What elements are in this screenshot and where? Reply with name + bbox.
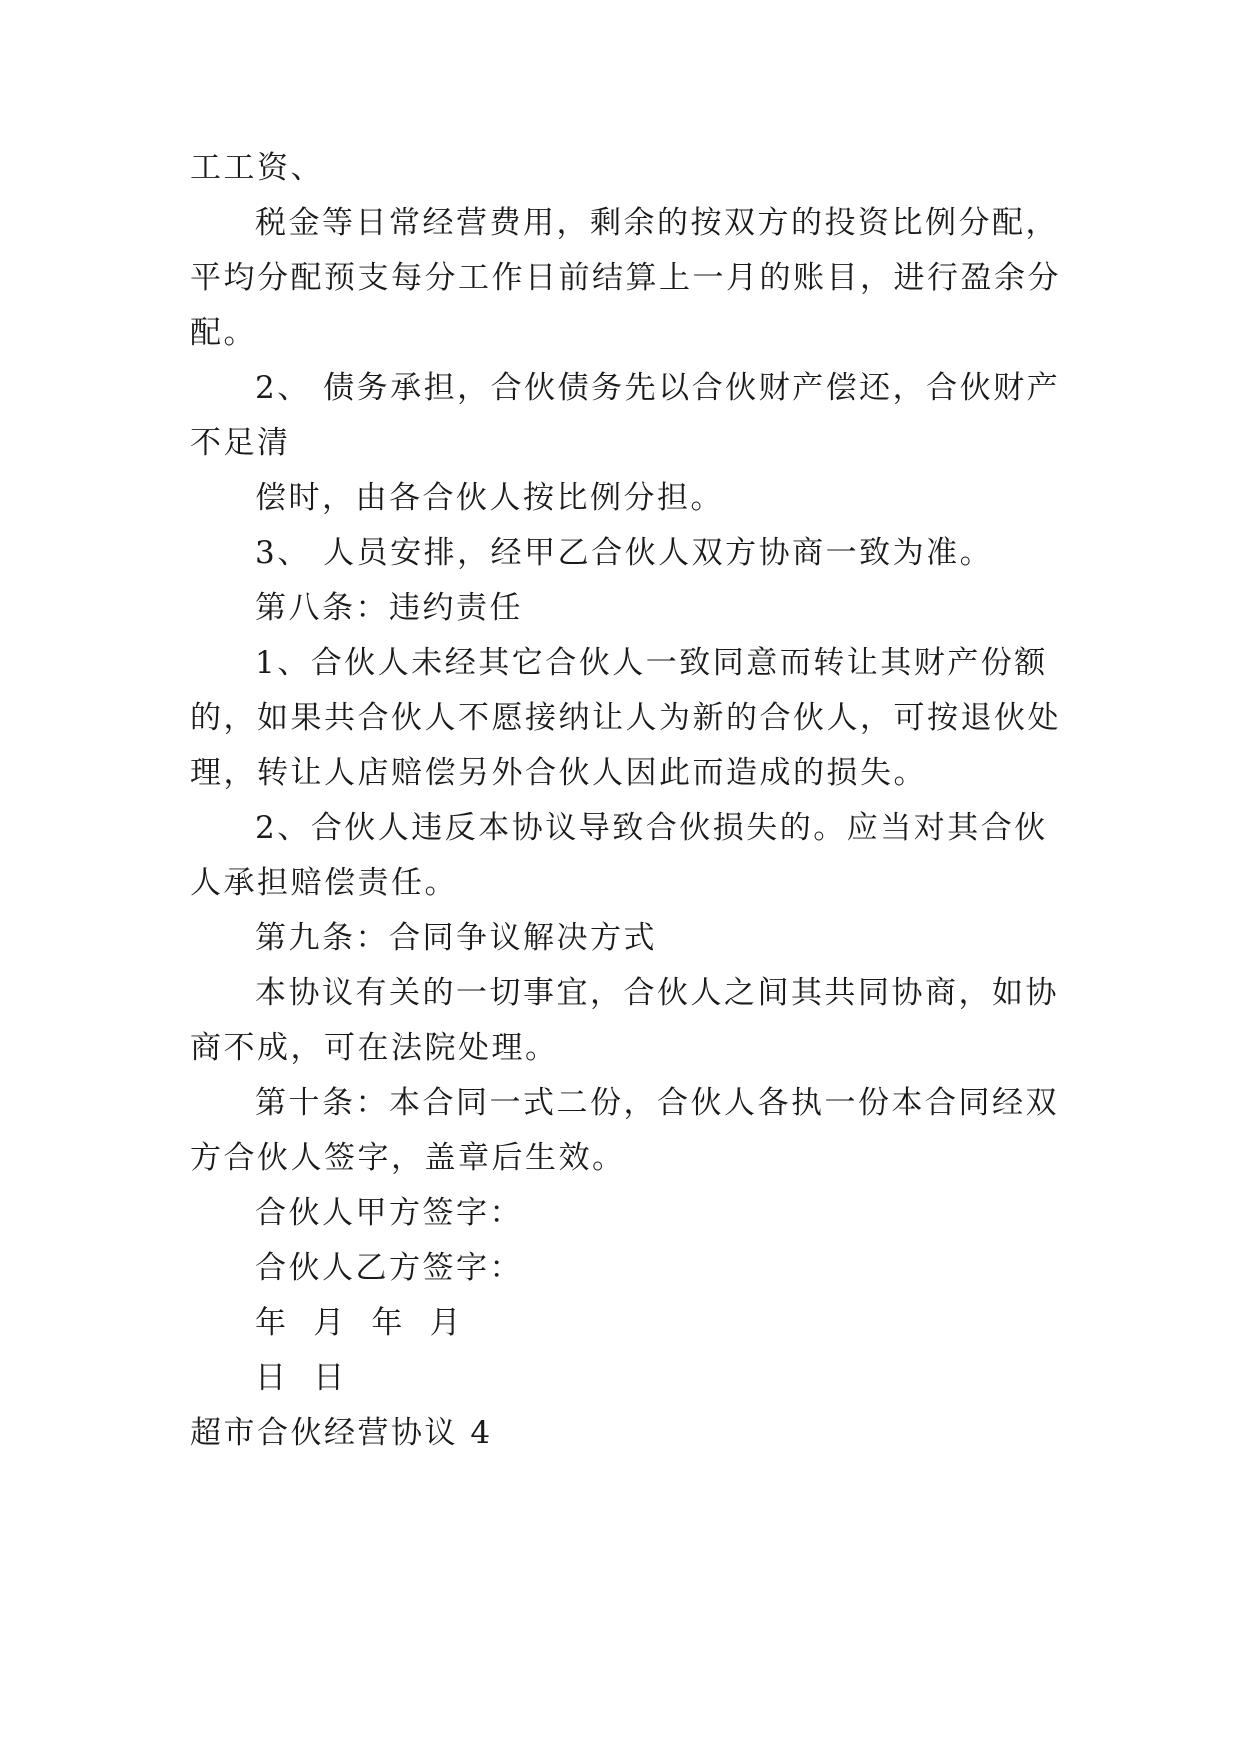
text-line: 第十条：本合同一式二份，合伙人各执一份本合同经双 bbox=[255, 1085, 1059, 1121]
text-line: 1、合伙人未经其它合伙人一致同意而转让其财产份额 bbox=[255, 645, 1048, 681]
text-line: 人承担赔偿责任。 bbox=[190, 865, 458, 901]
text-line: 2、合伙人违反本协议导致合伙损失的。应当对其合伙 bbox=[255, 810, 1048, 846]
text-line: 方合伙人签字，盖章后生效。 bbox=[190, 1140, 626, 1176]
text-line: 商不成，可在法院处理。 bbox=[190, 1030, 559, 1066]
section-heading: 第九条：合同争议解决方式 bbox=[255, 920, 657, 956]
text-line: 平均分配预支每分工作日前结算上一月的账目，进行盈余分 bbox=[190, 260, 1061, 296]
date-line-day: 日 日 bbox=[255, 1360, 347, 1396]
next-section-title: 超市合伙经营协议 4 bbox=[190, 1415, 493, 1451]
text-line: 理，转让人店赔偿另外合伙人因此而造成的损失。 bbox=[190, 755, 927, 791]
text-line: 工工资、 bbox=[190, 150, 324, 186]
text-line: 的，如果共合伙人不愿接纳让人为新的合伙人，可按退伙处 bbox=[190, 700, 1061, 736]
text-line: 配。 bbox=[190, 315, 257, 351]
signature-line-party-a: 合伙人甲方签字： bbox=[255, 1195, 523, 1231]
section-heading: 第八条：违约责任 bbox=[255, 590, 523, 626]
text-line: 3、 人员安排，经甲乙合伙人双方协商一致为准。 bbox=[255, 535, 994, 571]
date-line: 年 月 年 月 bbox=[255, 1305, 464, 1341]
text-line: 2、 债务承担，合伙债务先以合伙财产偿还，合伙财产 bbox=[255, 370, 1061, 406]
text-line: 偿时，由各合伙人按比例分担。 bbox=[255, 480, 724, 516]
text-line: 税金等日常经营费用，剩余的按双方的投资比例分配， bbox=[255, 205, 1059, 241]
text-line: 不足清 bbox=[190, 425, 291, 461]
signature-line-party-b: 合伙人乙方签字： bbox=[255, 1250, 523, 1286]
text-line: 本协议有关的一切事宜，合伙人之间其共同协商，如协 bbox=[255, 975, 1059, 1011]
